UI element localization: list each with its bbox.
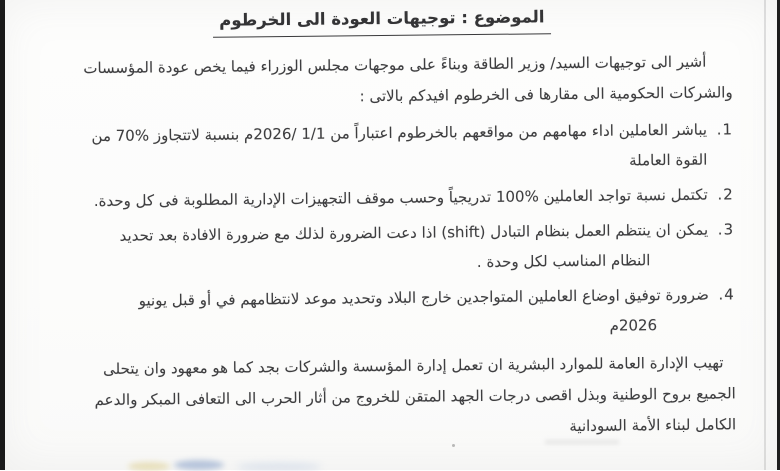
item-line: ضرورة توفيق اوضاع العاملين المتواجدين خارج البلاد وتحديد موعد لانتظامهم في أو قبل يونيو xyxy=(138,285,709,310)
directives-list xyxy=(33,114,735,346)
item-number: 2. xyxy=(717,185,734,204)
subject-title-row xyxy=(32,2,732,39)
item-text xyxy=(34,215,709,282)
item-text xyxy=(33,115,708,182)
intro-paragraph xyxy=(32,46,733,115)
item-number: 4. xyxy=(718,285,735,304)
item-line: النظام المناسب لكل وحدة . xyxy=(476,251,651,272)
list-item-2 xyxy=(34,179,734,216)
list-item-4 xyxy=(35,279,736,346)
list-item-1 xyxy=(33,114,734,181)
photo-edge-left xyxy=(0,0,5,470)
ink-speck xyxy=(452,444,455,447)
intro-line: أشير الى توجيهات السيد/ وزير الطاقة وبناءً على موجهات مجلس الوزراء فيما يخص عودة المؤسسات xyxy=(83,52,707,78)
scan-streak xyxy=(545,440,619,444)
intro-line: والشركات الحكومية الى مقارها فى الخرطوم افيدكم بالاتى : xyxy=(359,83,733,106)
item-line: يمكن ان ينتظم العمل بنظام التبادل (shift) اذا دعت الضرورة لذلك مع ضرورة الافادة بعد تحديد xyxy=(119,220,709,245)
subject-title: الموضوع : توجيهات العودة الى الخرطوم xyxy=(213,4,551,38)
closing-line: تهيب الإدارة العامة للموارد البشرية ان تعمل إدارة المؤسسة والشركات بجد كما هو معهود وان يتحلى xyxy=(103,353,724,378)
closing-line: الجميع بروح الوطنية وبذل اقصى درجات الجهد المتقن للخروج من أثار الحرب الى التعافى المبكر والدعم xyxy=(94,384,736,410)
item-line: القوة العاملة xyxy=(628,150,708,170)
letter-content xyxy=(32,0,737,448)
closing-paragraph xyxy=(35,347,736,447)
item-number: 1. xyxy=(716,120,734,139)
bottom-smudge-blue xyxy=(174,460,224,470)
paper-edge-shadow xyxy=(764,0,766,470)
list-item-3 xyxy=(34,214,735,281)
item-text xyxy=(34,180,708,217)
item-line: 2026م xyxy=(609,316,658,335)
item-text xyxy=(35,280,710,347)
item-line: يباشر العاملين اداء مهامهم من مواقعهم بالخرطوم اعتباراً من 1/1 /2026م بنسبة لاتتجاوز %70 من xyxy=(91,120,708,146)
closing-line: الكامل لبناء الأمة السودانية xyxy=(569,415,737,436)
item-line: تكتمل نسبة تواجد العاملين %100 تدريجياً وحسب موقف التجهيزات الإدارية المطلوبة فى كل وحدة. xyxy=(93,185,708,211)
item-number: 3. xyxy=(717,220,735,239)
